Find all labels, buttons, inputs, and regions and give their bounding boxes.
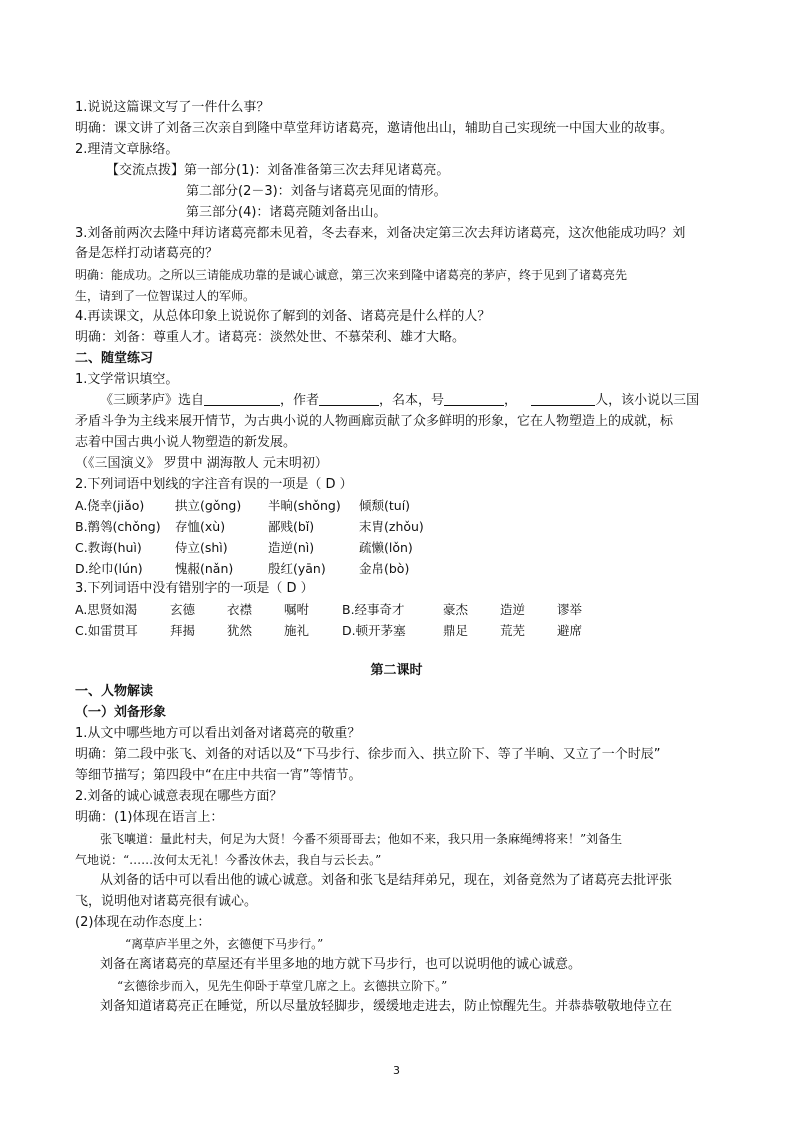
quote-liubei: 气地说：“……汝何太无礼！今番汝休去，我自与云长去。” [75, 853, 382, 867]
question-1: 1.说说这篇课文写了一件什么事？ [75, 100, 270, 115]
section-heading-characters: 一、人物解读 [75, 684, 154, 699]
question-2: 2.理清文章脉络。 [75, 142, 179, 157]
exercise-1-answer: （《三国演义》 罗贯中 湖海散人 元末明初） [75, 456, 328, 471]
answer-3-line-2: 生，请到了一位智谋过人的军师。 [75, 289, 256, 303]
answer-3-line-1: 明确：能成功。之所以三请能成功靠的是诚心诚意，第三次来到隆中诸葛亮的茅庐，终于见到了诸葛亮先 [75, 268, 628, 282]
exercise-1-text-line-2: 矛盾斗争为主线来展开情节，为古典小说的人物画廊贡献了众多鲜明的形象，它在人物塑造上的成就，标 [75, 414, 674, 429]
analysis-dismount: 刘备在离诸葛亮的草屋还有半里多地的地方就下马步行，也可以说明他的诚心诚意。 [100, 957, 582, 972]
structure-part-1: 【交流点拨】第一部分(1)：刘备准备第三次去拜见诸葛亮。 [106, 163, 450, 178]
exercise-2-title: 2.下列词语中划线的字注音有误的一项是（ D ） [75, 477, 353, 492]
answer-1: 明确：课文讲了刘备三次亲自到隆中草堂拜访诸葛亮，邀请他出山，辅助自己实现统一中国大业的故事。 [75, 121, 674, 136]
lesson-2-title: 第二课时 [370, 663, 423, 678]
lesson-2-answer-1-line-1: 明确：第二段中张飞、刘备的对话以及“下马步行、徐步而入、拱立阶下、等了半晌、又立了一个时辰” [75, 747, 661, 762]
lesson-2-question-2: 2.刘备的诚心诚意表现在哪些方面？ [75, 789, 283, 804]
subheading-liubei: （一）刘备形象 [75, 705, 167, 720]
quote-enter: “玄德徐步而入，见先生仰卧于草堂几席之上。玄德拱立阶下。” [117, 979, 448, 993]
blank-pen-name[interactable] [444, 392, 504, 406]
blank-era[interactable] [531, 392, 595, 406]
exercise-1-text-line-3: 志着中国古典小说人物塑造的新发展。 [75, 435, 297, 450]
structure-part-3: 第三部分(4)：诸葛亮随刘备出山。 [186, 205, 387, 220]
quote-dismount: “离草庐半里之外，玄德便下马步行。” [125, 937, 324, 951]
blank-author[interactable] [319, 392, 379, 406]
quote-zhangfei: 张飞嚷道：量此村夫，何足为大贤！今番不须哥哥去；他如不来，我只用一条麻绳缚将来！”刘备生 [100, 832, 623, 846]
page-number: 3 [393, 1064, 400, 1077]
structure-part-2: 第二部分(2－3)：刘备与诸葛亮见面的情形。 [186, 184, 447, 199]
question-4: 4.再读课文，从总体印象上说说你了解到的刘备、诸葛亮是什么样的人？ [75, 309, 491, 324]
lesson-2-answer-1-line-2: 等细节描写；第四段中“在庄中共宿一宵”等情节。 [75, 768, 362, 783]
exchange-tip-label: 【交流点拨】 [106, 163, 185, 178]
document-page: 1.说说这篇课文写了一件什么事？ 明确：课文讲了刘备三次亲自到隆中草堂拜访诸葛亮，邀请他出山，辅助自己实现统一中国大业的故事。 2.理清文章脉络。 【交流点拨】第一部分(1)：刘备准备第三次去拜见诸葛亮。 第二部分(2－3)：刘备与诸葛亮见面的情形。 第三部分(4)：诸葛亮随刘备出山。 3.刘备前两次去隆中拜访诸葛亮都未见着，冬去春来，刘备决定第三次去拜访诸葛亮，这次他能成功吗？刘 备是怎样打动诸葛亮的？ 明确：能成功。之所以三请能成功靠的是诚心诚意，第三次来到隆中诸葛亮的茅庐，终于见到了诸葛亮先 生，请到了一位智谋过人的军师。 4.再读课文，从总体印象上说说你了解到的刘备、诸葛亮是什么样的人？ 明确：刘备：尊重人才。诸葛亮：淡然处世、不慕荣利、雄才大略。 二、随堂练习 1.文学常识填空。 《三顾茅庐》选自 ，作者 ，名本，号 ， 人，该小说以三国 矛盾斗争为主线来展开情节，为古典小说的人物画廊贡献了众多鲜明的形象，它在人物塑造上的成就，标 志着中国古典小说人物塑造的新发展。 （《三国演义》 罗贯中 湖海散人 元末明初） 2.下列词语中划线的字注音有误的一项是（ D ） A.侥幸(jiǎo) 拱立(gǒng) 半晌(shǒng) 倾颓(tuí) B.鹡鸰(chǒng) 存恤(xù) 鄙贱(bǐ) 末胄(zhǒu) C.教诲(huì) 侍立(shì) 造逆(nì) 疏懒(lǒn) D.纶巾(lún) 愧赧(nǎn) 殷红(yān) 金帛(bò) 3.下列词语中没有错别字的一项是（ D ） A.思贤如渴 玄德 衣襟 嘱咐 B.经事奇才 豪杰 造逆 谬举 C.如雷贯耳 拜揭 犹然 施礼 D.顿开茅塞 鼎足 荒芜 避席 第二课时 一、人物解读 （一）刘备形象 1.从文中哪些地方可以看出刘备对诸葛亮的敬重？ 明确：第二段中张飞、刘备的对话以及“下马步行、徐步而入、拱立阶下、等了半晌、又立了一个时辰” 等细节描写；第四段中“在庄中共宿一宵”等情节。 2.刘备的诚心诚意表现在哪些方面？ 明确：(1)体现在语言上： 张飞嚷道：量此村夫，何足为大贤！今番不须哥哥去；他如不来，我只用一条麻绳缚将来！”刘备生 气地说：“……汝何太无礼！今番汝休去，我自与云长去。” 从刘备的话中可以看出他的诚心诚意。刘备和张飞是结拜弟兄，现在，刘备竟然为了诸葛亮去批评张 飞，说明他对诸葛亮很有诚心。 (2)体现在动作态度上： “离草庐半里之外，玄德便下马步行。” 刘备在离诸葛亮的草屋还有半里多地的地方就下马步行，也可以说明他的诚心诚意。 “玄德徐步而入，见先生仰卧于草堂几席之上。玄德拱立阶下。” 刘备知道诸葛亮正在睡觉，所以尽量放轻脚步，缓缓地走进去，防止惊醒先生。并恭恭敬敬地侍立在 3 [0, 0, 793, 1122]
analysis-line-2: 飞，说明他对诸葛亮很有诚心。 [75, 894, 258, 909]
answer-4: 明确：刘备：尊重人才。诸葛亮：淡然处世、不慕荣利、雄才大略。 [75, 330, 466, 345]
exercise-1-title: 1.文学常识填空。 [75, 372, 179, 387]
question-3-line-2: 备是怎样打动诸葛亮的？ [75, 246, 219, 261]
point-2-heading: (2)体现在动作态度上： [75, 915, 211, 930]
question-3-line-1: 3.刘备前两次去隆中拜访诸葛亮都未见着，冬去春来，刘备决定第三次去拜访诸葛亮，这次他能成功吗？刘 [75, 226, 686, 241]
lesson-2-question-1: 1.从文中哪些地方可以看出刘备对诸葛亮的敬重？ [75, 726, 361, 741]
section-heading-practice: 二、随堂练习 [75, 351, 154, 366]
lesson-2-answer-2-intro: 明确：(1)体现在语言上： [75, 810, 224, 825]
exercise-1-fill-line: 《三顾茅庐》选自 ，作者 ，名本，号 ， 人，该小说以三国 [100, 393, 700, 408]
exercise-3-title: 3.下列词语中没有错别字的一项是（ D ） [75, 581, 314, 596]
analysis-enter: 刘备知道诸葛亮正在睡觉，所以尽量放轻脚步，缓缓地走进去，防止惊醒先生。并恭恭敬敬地侍立在 [100, 999, 673, 1014]
blank-source[interactable] [204, 392, 280, 406]
analysis-line-1: 从刘备的话中可以看出他的诚心诚意。刘备和张飞是结拜弟兄，现在，刘备竟然为了诸葛亮去批评张 [100, 873, 673, 888]
